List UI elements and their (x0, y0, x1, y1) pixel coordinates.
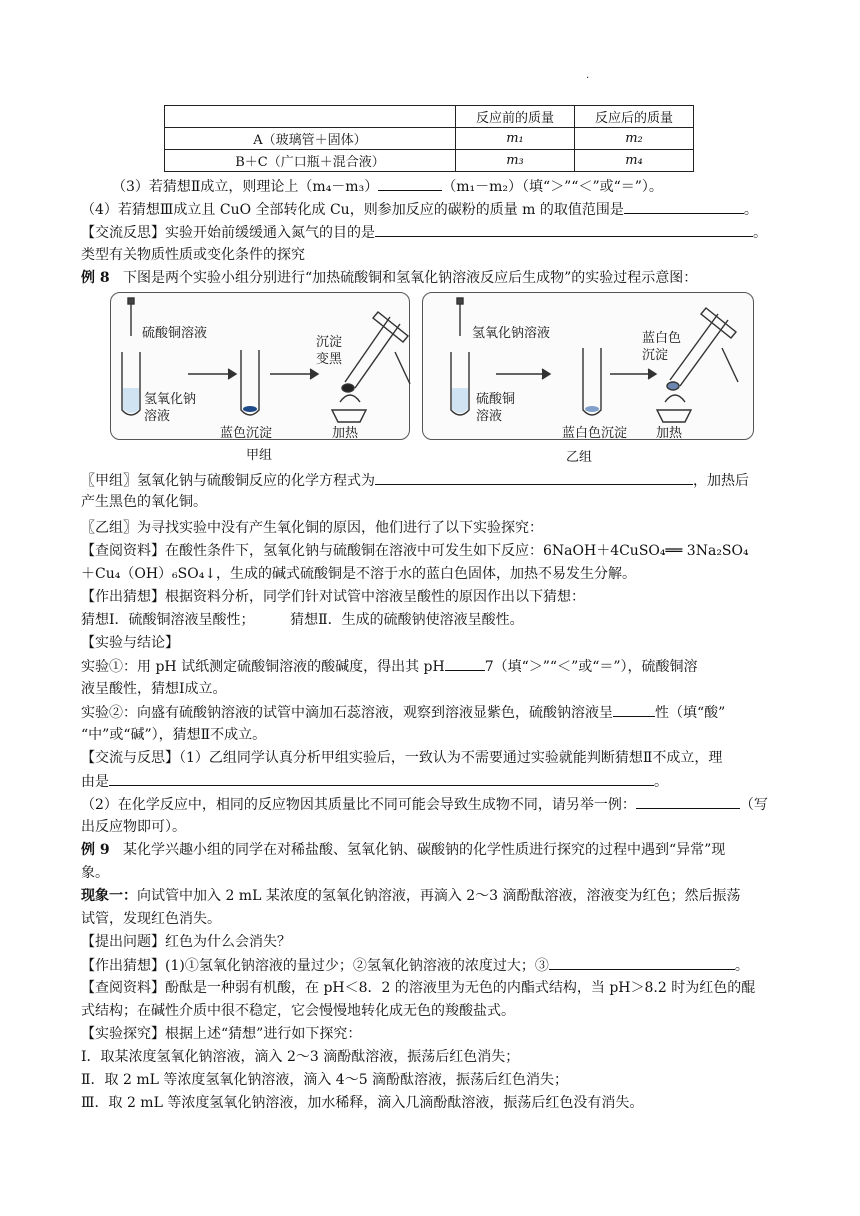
jia-heat-label: 加热 (332, 426, 359, 441)
table-cell: m₂ (575, 128, 694, 150)
text-line: 象。 (81, 865, 109, 881)
yi-group-label: 乙组 (566, 450, 593, 465)
example-9: 例 9 某化学兴趣小组的同学在对稀盐酸、氢氧化钠、碳酸钠的化学性质进行探究的过程中遇到“异常”现 (81, 842, 726, 858)
text-line: 式结构；在碱性介质中很不稳定，它会慢慢地转化成无色的羧酸盐式。 (81, 1003, 515, 1019)
example-label: 例 8 (81, 270, 110, 286)
text-line: 产生黑色的氧化铜。 (81, 494, 207, 510)
text-line: 〖乙组〗为寻找实验中没有产生氧化铜的原因，他们进行了以下实验探究： (81, 520, 543, 536)
text-line: 【作出猜想】根据资料分析，同学们针对试管中溶液呈酸性的原因作出以下猜想： (81, 589, 585, 605)
yi-heat-label: 加热 (656, 426, 683, 441)
mass-table (164, 105, 694, 172)
guess-line: 【作出猜想】(1)①氢氧化钠溶液的量过少；②氢氧化钠溶液的浓度过大；③ 。 (81, 955, 781, 976)
experiment-2: 实验②：向盛有硫酸钠溶液的试管中滴加石蕊溶液，观察到溶液显紫色，硫酸钠溶液呈 性（填“酸” (81, 702, 781, 723)
text-line: 【交流与反思】（1）乙组同学认真分析甲组实验后，一致认为不需要通过实验就能判断猜想Ⅱ不成立，理 (81, 750, 723, 766)
text-line: 【提出问题】红色为什么会消失？ (81, 934, 291, 950)
jia-tube-label: 氢氧化钠 溶液 (144, 392, 197, 424)
answer-blank[interactable] (375, 470, 693, 485)
answer-blank[interactable] (375, 222, 753, 237)
section-title: 【实验与结论】 (81, 635, 179, 651)
table-cell: m₃ (456, 150, 575, 172)
type-title: 类型有关物质性质或变化条件的探究 (81, 247, 305, 263)
table-row (165, 150, 694, 172)
experiment-1: 实验①：用 pH 试纸测定硫酸铜溶液的酸碱度，得出其 pH 7（填“＞”“＜”或“＝”），硫酸铜溶 (81, 656, 781, 677)
table-row (165, 128, 694, 150)
apparatus-drawing (0, 292, 860, 472)
jia-group-label: 甲组 (246, 448, 273, 463)
table-row (165, 106, 694, 128)
text-line: 【查阅资料】在酸性条件下，氢氧化钠与硫酸铜在溶液中可发生如下反应：6NaOH＋4CuSO₄══ 3Na₂SO₄ (81, 543, 749, 559)
text-line: 【查阅资料】酚酞是一种弱有机酸，在 pH＜8．2 的溶液里为无色的内酯式结构，当 pH＞8.2 时为红色的醌 (81, 980, 756, 996)
text-line: 【实验探究】根据上述“猜想”进行如下探究： (81, 1026, 362, 1042)
text-line: 出反应物即可）。 (81, 819, 186, 835)
table-cell: 反应前的质量 (456, 106, 575, 128)
answer-blank[interactable] (636, 794, 740, 809)
table-cell: m₄ (575, 150, 694, 172)
jia-precipitate-label: 蓝色沉淀 (220, 426, 273, 441)
text-line: 试管，发现红色消失。 (81, 911, 221, 927)
reason-line: 由是 。 (81, 771, 781, 792)
question-3: （3）若猜想Ⅱ成立，则理论上（m₄－m₃） （m₁－m₂）（填“＞”“＜”或“＝”）。 (112, 176, 812, 197)
yi-tube-label: 硫酸铜 溶液 (476, 392, 516, 424)
answer-blank[interactable] (549, 955, 735, 970)
example-8: 例 8 下图是两个实验小组分别进行“加热硫酸铜和氢氧化钠溶液反应后生成物”的实验过程示意图： (81, 270, 698, 286)
table-cell: 反应后的质量 (575, 106, 694, 128)
jia-dropper-label: 硫酸铜溶液 (142, 326, 208, 341)
phenomenon-1: 现象一：向试管中加入 2 mL 某浓度的氢氧化钠溶液，再滴入 2～3 滴酚酞溶液，溶液变为红色；然后振荡 (81, 888, 741, 904)
text-line: Ⅰ．取某浓度氢氧化钠溶液，滴入 2～3 滴酚酞溶液，振荡后红色消失； (81, 1049, 520, 1065)
answer-blank[interactable] (445, 656, 485, 671)
example-label: 例 9 (81, 842, 110, 858)
example-line: （2）在化学反应中，相同的反应物因其质量比不同可能会导致生成物不同，请另举一例： （写 (81, 794, 781, 815)
text-line: Ⅱ．取 2 mL 等浓度氢氧化钠溶液，滴入 4～5 滴酚酞溶液，振荡后红色消失； (81, 1072, 569, 1088)
jia-equation: 〖甲组〗氢氧化钠与硫酸铜反应的化学方程式为 ，加热后 (81, 470, 781, 491)
yi-dropper-label: 氢氧化钠溶液 (472, 326, 551, 341)
yi-change-label: 蓝白色 沉淀 (642, 331, 682, 363)
table-cell: A（玻璃管＋固体） (165, 128, 456, 150)
answer-blank[interactable] (109, 771, 654, 786)
question-4: （4）若猜想Ⅲ成立且 CuO 全部转化成 Cu，则参加反应的碳粉的质量 m 的取值范围是 。 (81, 199, 781, 220)
answer-blank[interactable] (613, 702, 655, 717)
yi-precipitate-label: 蓝白色沉淀 (562, 426, 628, 441)
text-line: ＋Cu₄（OH）₆SO₄↓，生成的碱式硫酸铜是不溶于水的蓝白色固体，加热不易发生分解。 (81, 566, 637, 582)
table-cell: m₁ (456, 128, 575, 150)
reflect-line: 【交流反思】实验开始前缓缓通入氮气的目的是 。 (81, 222, 781, 243)
text-line: “中”或“碱”），猜想Ⅱ不成立。 (81, 727, 267, 743)
jia-change-label: 沉淀 变黑 (316, 335, 343, 367)
page-dot: . (586, 70, 590, 81)
table-cell: B＋C（广口瓶＋混合液） (165, 150, 456, 172)
hypotheses: 猜想Ⅰ．硫酸铜溶液呈酸性； 猜想Ⅱ．生成的硫酸钠使溶液呈酸性。 (81, 612, 524, 628)
answer-blank[interactable] (624, 199, 744, 214)
text-line: 液呈酸性，猜想Ⅰ成立。 (81, 681, 227, 697)
text-line: Ⅲ．取 2 mL 等浓度氢氧化钠溶液，加水稀释，滴入几滴酚酞溶液，振荡后红色没有消失。 (81, 1095, 644, 1111)
table-cell (165, 106, 456, 128)
answer-blank[interactable] (378, 176, 442, 191)
